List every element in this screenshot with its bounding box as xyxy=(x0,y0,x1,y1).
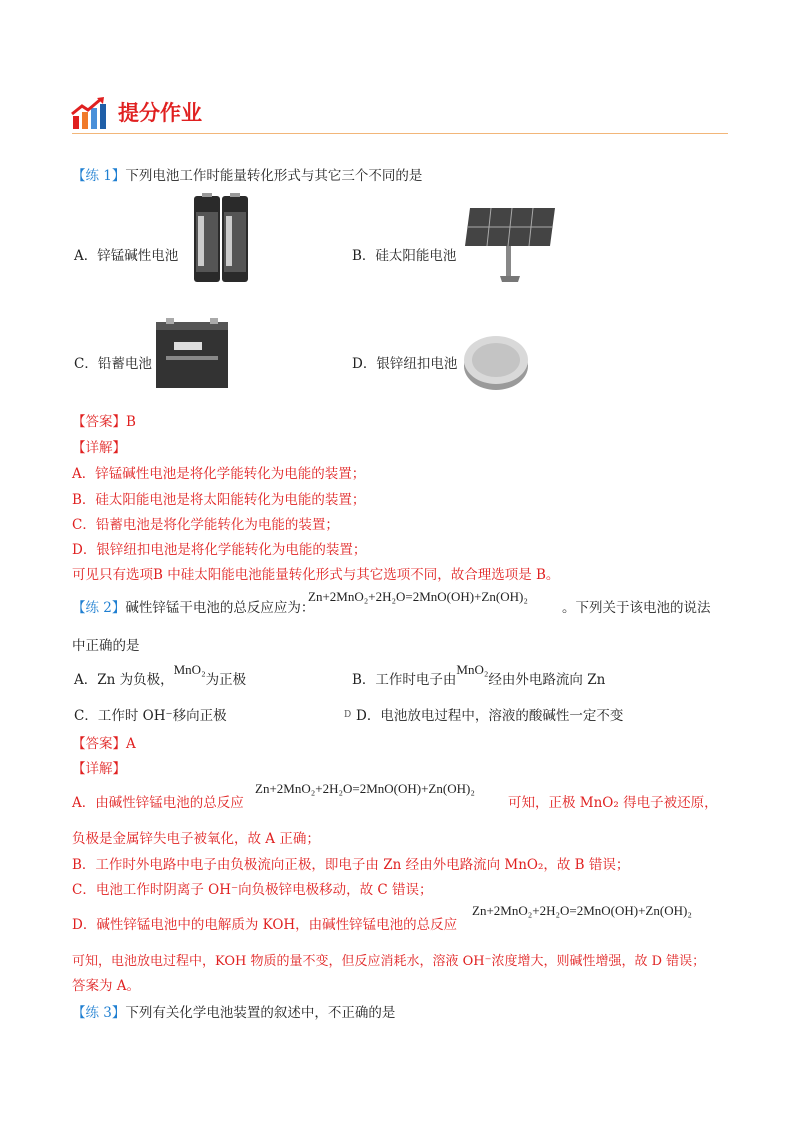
q1-option-c: C．铅蓄电池 xyxy=(74,356,152,372)
q3-stem: 下列有关化学电池装置的叙述中，不正确的是 xyxy=(125,1005,396,1021)
q2-option-c: C．工作时 OH⁻移向正极 xyxy=(74,708,227,724)
q2-detail-a-pre: A．由碱性锌锰电池的总反应 xyxy=(72,795,244,811)
q2-tag: 练 2 xyxy=(85,600,112,616)
mno2-formula-b: MnO₂ xyxy=(456,662,489,677)
solar-panel-image xyxy=(460,200,560,288)
q2-option-b: B．工作时电子由MnO₂经由外电路流向 Zn xyxy=(352,662,606,688)
q2-formula: Zn+2MnO₂+2H₂O=2MnO(OH)+Zn(OH)₂ xyxy=(308,589,528,604)
aa-batteries-image xyxy=(190,192,252,286)
q1-detail-summary: 可见只有选项B 中硅太阳能电池能量转化形式与其它选项不同，故合理选项是 B。 xyxy=(72,567,560,583)
rising-bar-chart-icon xyxy=(70,96,108,130)
q2-option-a: A．Zn 为负极，MnO₂为正极 xyxy=(74,662,247,688)
q2-detail-b: B．工作时外电路中电子由负极流向正极，即电子由 Zn 经由外电路流向 MnO₂，故 B 错误； xyxy=(72,857,630,873)
q1-stem-line: 【练 1】下列电池工作时能量转化形式与其它三个不同的是 xyxy=(72,168,423,184)
button-cell-image xyxy=(460,332,532,394)
header-divider xyxy=(72,133,728,134)
q2-stem-line: 【练 2】碱性锌锰干电池的总反应应为： xyxy=(72,600,315,616)
header-icon xyxy=(70,96,108,130)
q1-detail-a: A．锌锰碱性电池是将化学能转化为电能的装置； xyxy=(72,466,366,482)
q1-stem: 下列电池工作时能量转化形式与其它三个不同的是 xyxy=(125,168,423,184)
q1-detail-label: 【详解】 xyxy=(72,440,126,456)
q2-detail-a-post: 可知，正极 MnO₂ 得电子被还原， xyxy=(508,795,718,811)
mno2-formula-a: MnO₂ xyxy=(173,662,206,677)
q2-detail-c: C．电池工作时阴离子 OH⁻向负极锌电极移动，故 C 错误； xyxy=(72,882,433,898)
q2-detail-a-formula: Zn+2MnO₂+2H₂O=2MnO(OH)+Zn(OH)₂ xyxy=(255,781,475,796)
q2-stem-part2: 。下列关于该电池的说法 xyxy=(562,600,711,616)
q2-stem-part1: 碱性锌锰干电池的总反应应为： xyxy=(125,600,315,616)
q2-detail-d-formula: Zn+2MnO₂+2H₂O=2MnO(OH)+Zn(OH)₂ xyxy=(472,903,692,918)
q2-detail-d-pre: D．碱性锌锰电池中的电解质为 KOH，由碱性锌锰电池的总反应 xyxy=(72,917,458,933)
q1-detail-c: C．铅蓄电池是将化学能转化为电能的装置； xyxy=(72,517,339,533)
q1-detail-d: D．银锌纽扣电池是将化学能转化为电能的装置； xyxy=(72,542,367,558)
q1-option-d: D．银锌纽扣电池 xyxy=(352,356,458,372)
page-title: 提分作业 xyxy=(118,101,202,125)
q2-option-d: D．电池放电过程中，溶液的酸碱性一定不变 xyxy=(356,708,624,724)
q2-stem-line2: 中正确的是 xyxy=(72,638,140,654)
q2-answer: 【答案】A xyxy=(72,736,136,752)
q2-detail-a-line2: 负极是金属锌失电子被氧化，故 A 正确； xyxy=(72,831,320,847)
q3-stem-line: 【练 3】下列有关化学电池装置的叙述中，不正确的是 xyxy=(72,1005,396,1021)
q1-detail-b: B．硅太阳能电池是将太阳能转化为电能的装置； xyxy=(72,492,366,508)
q1-option-b: B．硅太阳能电池 xyxy=(352,248,457,264)
q1-answer: 【答案】B xyxy=(72,414,136,430)
q1-option-a: A．锌锰碱性电池 xyxy=(74,248,179,264)
q2-detail-final: 答案为 A。 xyxy=(72,978,141,994)
q1-tag: 练 1 xyxy=(85,168,112,184)
q2-option-d-mark: D xyxy=(344,710,352,720)
q2-detail-label: 【详解】 xyxy=(72,761,126,777)
q3-tag: 练 3 xyxy=(85,1005,112,1021)
lead-acid-battery-image xyxy=(152,318,232,392)
q2-detail-d-line2: 可知，电池放电过程中，KOH 物质的量不变，但反应消耗水，溶液 OH⁻浓度增大，则碱性增强，故 D 错误； xyxy=(72,954,706,969)
